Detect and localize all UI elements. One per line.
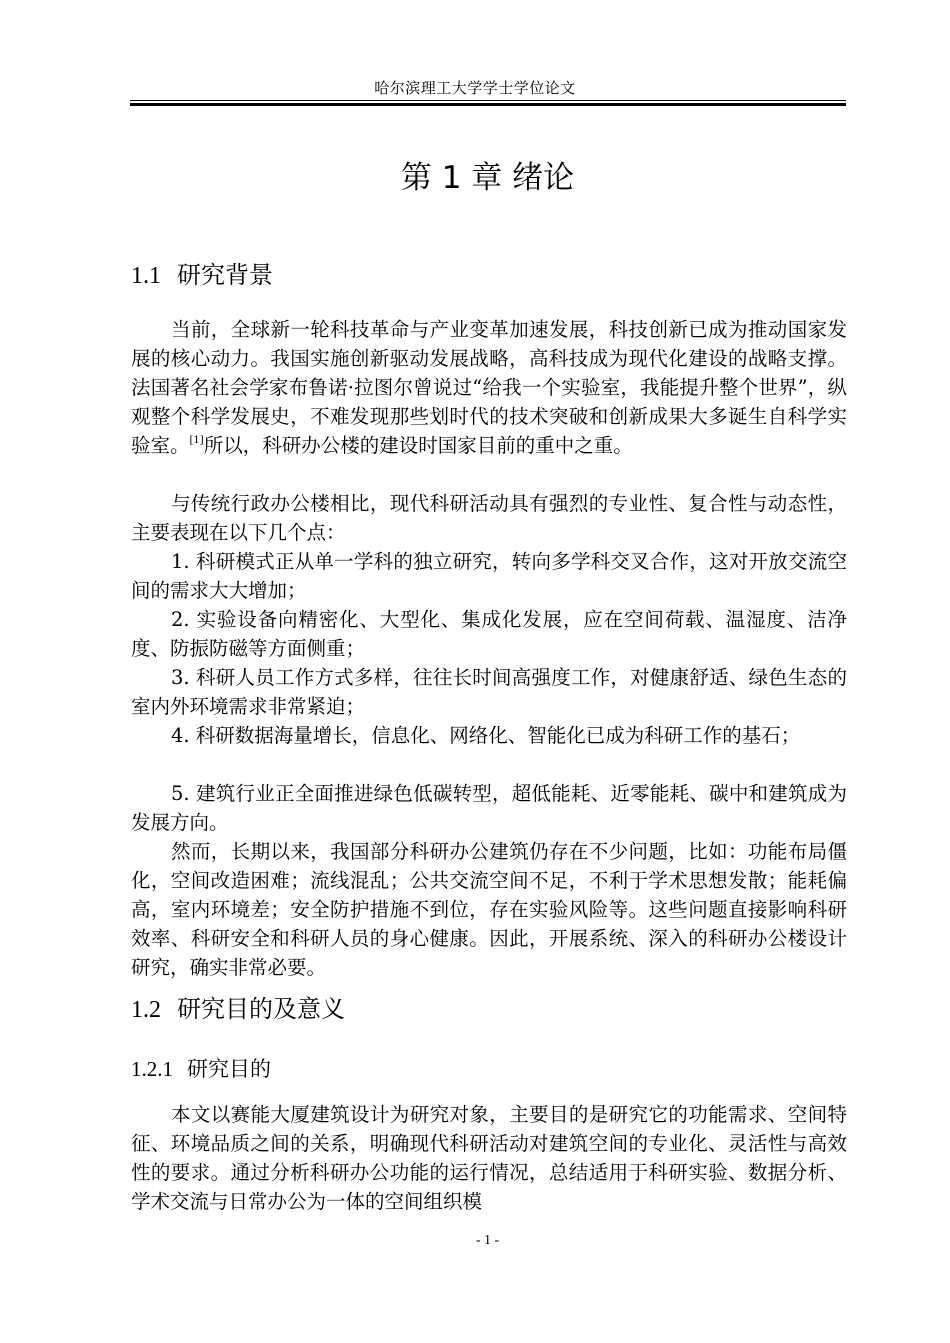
paragraph-text: 所以，科研办公楼的建设时国家目前的重中之重。	[203, 434, 633, 457]
subsection-title: 研究目的	[187, 1057, 271, 1081]
list-item-5: 5. 建筑行业正全面推进绿色低碳转型，超低能耗、近零能耗、碳中和建筑成为发展方向。	[131, 782, 847, 834]
section-number: 1.2	[131, 997, 161, 1023]
section-title: 研究背景	[177, 261, 273, 289]
paragraph-text: 当前，全球新一轮科技革命与产业变革加速发展，科技创新已成为推动国家发展的核心动力。我国实施创新驱动发展战略，高科技成为现代化建设的战略支撑。法国著名社会学家布鲁诺·拉图尔曾说过“给我一个实验室，我能提升整个世界”，纵观整个科学发展史，不难发现那些划时代的技术突破和创新成果大多诞生自科学实验室。	[131, 318, 847, 457]
section-heading-1-1	[131, 255, 273, 290]
list-item-4: 4. 科研数据海量增长，信息化、网络化、智能化已成为科研工作的基石；	[171, 724, 801, 747]
chapter-title: 第 1 章 绪论	[400, 160, 575, 196]
header-title: 哈尔滨理工大学学士学位论文	[374, 79, 576, 97]
section-number: 1.1	[131, 263, 161, 289]
subsection-heading-1-2-1	[131, 1053, 271, 1083]
subsection-number: 1.2.1	[131, 1057, 173, 1081]
paragraph-background-2: 与传统行政办公楼相比，现代科研活动具有强烈的专业性、复合性与动态性，主要表现在以下几个点：	[131, 492, 847, 544]
paragraph-background-3: 然而，长期以来，我国部分科研办公建筑仍存在不少问题，比如：功能布局僵化，空间改造困难；流线混乱；公共交流空间不足，不利于学术思想发散；能耗偏高，室内环境差；安全防护措施不到位，存在实验风险等。这些问题直接影响科研效率、科研安全和科研人员的身心健康。因此，开展系统、深入的科研办公楼设计研究，确实非常必要。	[131, 840, 847, 979]
header-rule-thin	[130, 100, 846, 101]
paragraph-purpose-1: 本文以赛能大厦建筑设计为研究对象，主要目的是研究它的功能需求、空间特征、环境品质之间的关系，明确现代科研活动对建筑空间的专业化、灵活性与高效性的要求。通过分析科研办公功能的运行情况，总结适用于科研实验、数据分析、学术交流与日常办公为一体的空间组织模	[131, 1103, 847, 1213]
list-item-3: 3. 科研人员工作方式多样，往往长时间高强度工作，对健康舒适、绿色生态的室内外环境需求非常紧迫；	[131, 666, 847, 718]
section-heading-1-2	[131, 989, 345, 1024]
paragraph-background-1	[131, 315, 847, 460]
list-item-1: 1. 科研模式正从单一学科的独立研究，转向多学科交叉合作，这对开放交流空间的需求大大增加；	[131, 550, 847, 602]
page-number: - 1 -	[475, 1233, 500, 1248]
list-item-2: 2. 实验设备向精密化、大型化、集成化发展，应在空间荷载、温湿度、洁净度、防振防磁等方面侧重；	[131, 608, 847, 660]
header-rule-thick	[130, 103, 846, 106]
section-title: 研究目的及意义	[177, 995, 345, 1023]
citation-ref: [1]	[189, 435, 204, 446]
